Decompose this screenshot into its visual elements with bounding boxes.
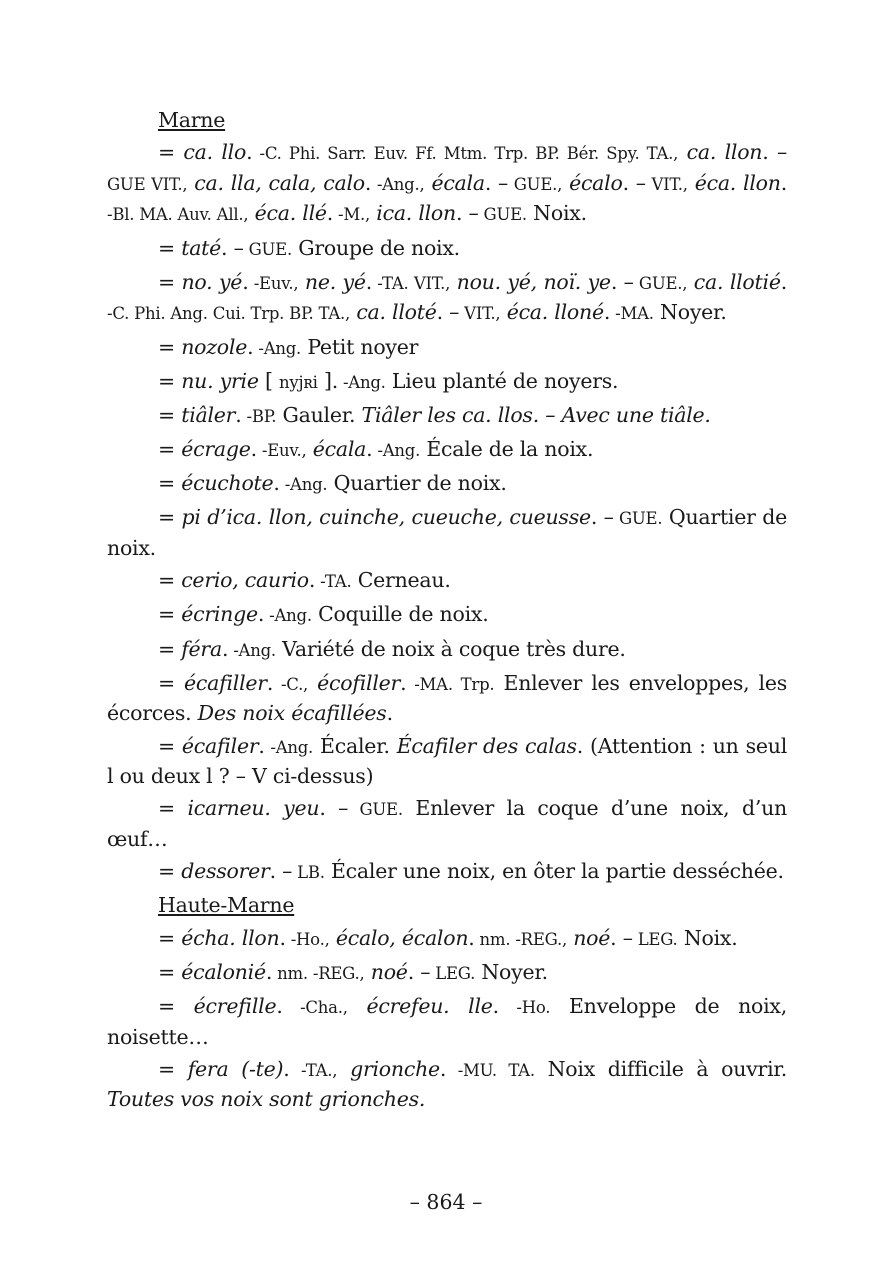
definition-text: . [273,471,280,496]
definition-text: . [780,269,787,294]
dialect-term: écringe [181,602,258,627]
dictionary-entry [107,635,787,666]
definition-text: = [158,859,182,884]
source-abbreviation: -C. Phi. Ang. Cui. Trp. BP. TA., [107,304,351,324]
dialect-term: icarneu. yeu [187,796,320,821]
source-abbreviation: GUE. [478,205,527,225]
definition-text: . [266,670,274,695]
dictionary-entry [107,857,787,888]
definition-text: Noyer. [653,300,727,325]
source-abbreviation: -Ang. [279,475,328,495]
definition-text: = [158,471,182,496]
definition-text: . – [407,959,431,984]
dialect-term: écrefeu. lle [347,993,493,1018]
definition-text: Gauler. [276,402,362,427]
dialect-term: écrefille [193,993,277,1018]
definition-text: . [258,733,265,758]
dialect-term: Toutes vos noix sont grionches. [107,1087,426,1112]
entry-list [107,924,787,1114]
definition-text: ]. [317,368,338,393]
dialect-term: ica. llon [370,201,456,226]
dialect-term: nu. yrie [181,368,259,393]
definition-text: Écaler une noix, en ôter la partie desséchée. [324,859,784,884]
definition-text: . (Attention : un seul l ou deux l ? – V ci-dessus) [107,733,788,789]
dictionary-entry [107,401,787,432]
entry-list [107,138,787,888]
dictionary-entry [107,566,787,597]
definition-text: . – [269,859,293,884]
definition-text: Écale de la noix. [420,437,594,462]
source-abbreviation: -BP. [241,406,277,426]
definition-text: = [158,733,182,758]
definition-text: . [276,993,283,1018]
source-abbreviation: -Bl. MA. Auv. All., [107,205,249,225]
dialect-term: écafiller [184,670,267,695]
dialect-term: éca. llé [248,201,327,226]
dialect-term: ca. llo [183,140,247,165]
section [107,891,787,1114]
dictionary-entry [107,958,787,989]
source-abbreviation: -Ho., [285,929,330,949]
definition-text: . [365,269,373,294]
dialect-term: écafiler [181,733,259,758]
dialect-term: éca. llon [687,170,781,195]
dictionary-entry [107,234,787,265]
definition-text: Petit noyer [301,334,419,359]
definition-text: . – [319,796,349,821]
dictionary-entry [107,794,787,853]
source-abbreviation: -Ang., [371,174,425,194]
definition-text: . [386,701,393,726]
dialect-term: dessorer [181,859,270,884]
dialect-term: Tiâler les ca. llos. – Avec une tiâle. [361,402,711,427]
dialect-term: ca. lla, cala, calo [187,170,365,195]
section [107,106,787,888]
definition-text: Cerneau. [351,568,451,593]
definition-text: . – [455,201,479,226]
source-abbreviation: nm. -REG., [272,963,365,983]
source-abbreviation: VIT., [459,304,501,324]
source-abbreviation: GUE. [243,239,292,259]
dialect-term: tiâler [181,402,236,427]
definition-text: . [366,437,373,462]
source-abbreviation: -Ang. [264,606,312,626]
dialect-term: écala [424,170,485,195]
definition-text: . – [610,269,634,294]
dialect-term: éca. lloné [500,300,604,325]
definition-text: = [158,402,182,427]
definition-text: . – [221,235,244,260]
dialect-term: nou. yé, noï. ye [450,269,611,294]
definition-text: = [158,1056,188,1081]
definition-text: Noix difficile à ouvrir. [534,1056,787,1081]
definition-text: . [250,437,257,462]
definition-text: . [221,636,229,661]
definition-text: Variété de noix à coque très dure. [275,636,626,661]
section-heading: Marne [158,108,226,132]
definition-text: Lieu planté de noyers. [385,368,619,393]
definition-text: . [246,140,253,165]
definition-text: Quartier de noix. [107,505,787,561]
definition-text: = [158,334,182,359]
definition-text: . [265,959,273,984]
dialect-term: écrage [181,437,251,462]
definition-text: . [235,402,242,427]
definition-text: . [308,568,316,593]
dialect-term: écalonié [181,959,266,984]
dialect-term: taté [181,235,222,260]
definition-text: . – [590,505,614,530]
source-abbreviation: LEG. [430,963,476,983]
definition-text: . [468,925,475,950]
source-abbreviation: GUE. [613,509,663,529]
dictionary-entry [107,732,787,791]
source-abbreviation: -C. Phi. Sarr. Euv. Ff. Mtm. Trp. BP. Bér. Spy. TA., [252,144,679,164]
dictionary-entry [107,992,787,1051]
source-abbreviation: -MA. Trp. [406,674,495,694]
dictionary-entry [107,268,787,329]
definition-text: . [439,1056,447,1081]
definition-text: = [158,959,182,984]
definition-text: = [158,670,185,695]
dialect-term: ca. llon [678,140,763,165]
source-abbreviation: -TA. [315,572,352,592]
dialect-term: écha. llon [181,925,280,950]
source-abbreviation: -C., [273,674,309,694]
source-abbreviation: -Ang. [337,372,386,392]
dictionary-entry [107,138,787,230]
source-abbreviation: VIT., [645,174,688,194]
definition-text: = [158,602,182,627]
dialect-term: écalo, écalon [329,925,469,950]
definition-text: Enlever les enveloppes, les écorces. [107,670,787,726]
definition-text: . [400,670,407,695]
dictionary-entry [107,924,787,955]
source-abbreviation: -M., [333,205,371,225]
definition-text: . [257,602,265,627]
definition-text: = [158,636,182,661]
source-abbreviation: -Euv., [256,441,307,461]
dialect-term: ca. llotié [687,269,781,294]
dialect-term: ca. lloté [350,300,437,325]
definition-text: = [158,796,188,821]
definition-text: Quartier de noix. [327,471,507,496]
source-abbreviation: -MU. TA. [446,1060,535,1080]
definition-text: Écaler. [313,733,397,758]
definition-text: . [283,1056,290,1081]
definition-text: . [780,170,787,195]
dialect-term: Écafiler des calas [396,733,577,758]
dialect-term: ne. yé [298,269,366,294]
definition-text: = [158,925,182,950]
definition-text: . [603,300,611,325]
source-abbreviation: -TA., [289,1060,338,1080]
dialect-term: grionche [337,1056,440,1081]
definition-text: Noix. [677,925,738,950]
definition-text: . – [762,140,787,165]
dialect-term: écofiller [308,670,401,695]
definition-text: . – [610,925,633,950]
dictionary-entry [107,669,787,728]
page-number: – 864 – [409,1190,483,1214]
definition-text: . [364,170,372,195]
definition-text: Enveloppe de noix, noisette… [107,993,787,1049]
definition-text: . [242,269,249,294]
definition-text: . [247,334,254,359]
dialect-term: = [158,140,184,165]
definition-text: = [158,505,182,530]
dialect-term: écuchote [181,471,274,496]
dictionary-entry [107,333,787,364]
definition-text: Coquille de noix. [311,602,489,627]
source-abbreviation: -MA. [610,304,654,324]
source-abbreviation: LB. [292,863,325,883]
definition-text: Noix. [526,201,587,226]
definition-text: = [158,235,182,260]
source-abbreviation: -Ang. [253,338,302,358]
definition-text: . [492,993,499,1018]
dialect-term: noé [364,959,408,984]
dictionary-entry [107,503,787,562]
dialect-term: écala [306,437,367,462]
definition-text: . – [436,300,460,325]
dictionary-entry [107,600,787,631]
source-abbreviation: GUE. [348,800,403,820]
source-abbreviation: -Ang. [264,737,314,757]
source-abbreviation: GUE., [508,174,563,194]
dictionary-entry [107,469,787,500]
source-abbreviation: -Ang. [372,441,421,461]
source-abbreviation: -TA. VIT., [372,273,451,293]
source-abbreviation: nyjʀi [279,372,318,392]
definition-text: [ [258,368,279,393]
definition-text: . – [484,170,509,195]
dictionary-entry [107,435,787,466]
dialect-term: écalo [562,170,623,195]
dialect-term: nozole [181,334,248,359]
dialect-term: cerio, caurio [181,568,309,593]
section-heading: Haute-Marne [158,893,295,918]
dialect-term: no. yé [181,269,243,294]
dictionary-entry [107,367,787,398]
definition-text: = [158,568,182,593]
dialect-term: fera (-te) [187,1056,284,1081]
document-body [107,106,787,1117]
source-abbreviation: -Cha., [282,997,348,1017]
source-abbreviation: -Euv., [248,273,299,293]
definition-text: . – [622,170,646,195]
dictionary-entry [107,1055,787,1114]
definition-text: Groupe de noix. [291,235,460,260]
source-abbreviation: GUE., [633,273,688,293]
dialect-term: noé [566,925,611,950]
definition-text: Enlever la coque d’une noix, d’un œuf… [107,796,787,851]
dialect-term: Des noix écafillées [197,701,387,726]
definition-text: Noyer. [475,959,548,984]
definition-text: . [326,201,334,226]
definition-text: = [158,993,194,1018]
source-abbreviation: LEG. [632,929,678,949]
dialect-term: féra [181,636,222,661]
definition-text: = [158,437,182,462]
definition-text: . [279,925,286,950]
source-abbreviation: -Ho. [498,997,551,1017]
source-abbreviation: nm. -REG., [474,929,567,949]
dialect-term: pi d’ica. llon, cuinche, cueuche, cueusse [181,505,591,530]
definition-text: = [158,269,182,294]
source-abbreviation: GUE VIT., [107,174,188,194]
definition-text: = [158,368,182,393]
source-abbreviation: -Ang. [228,640,276,660]
